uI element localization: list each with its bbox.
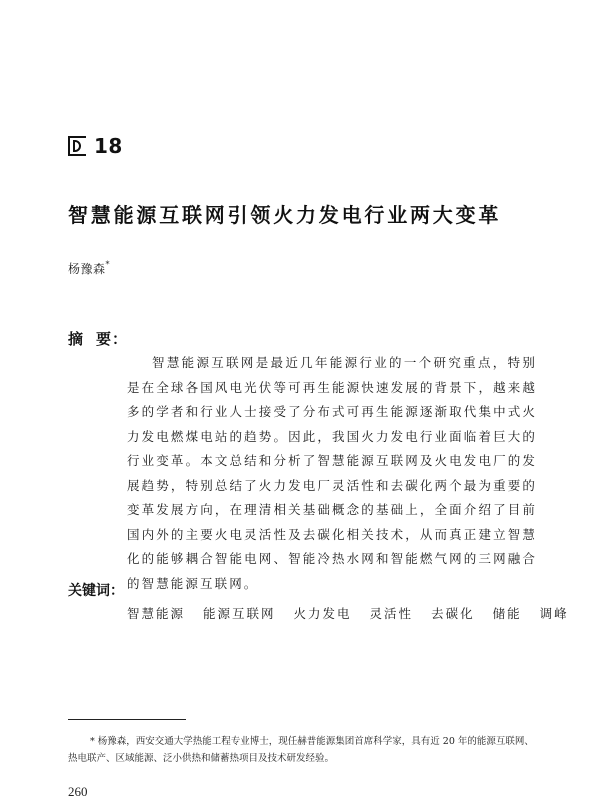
author-footnote: * 杨豫森，西安交通大学热能工程专业博士，现任赫普能源集团首席科学家，具有近 20 年的能源互联网、热电联产、区域能源、泛小供热和储蓄热项目及技术研发经验。 — [68, 736, 534, 764]
page-number: 260 — [68, 784, 88, 799]
keyword-item: 智慧能源 — [127, 606, 186, 621]
keyword-item: 能源互联网 — [203, 606, 276, 621]
abstract-body: 智慧能源互联网是最近几年能源行业的一个研究重点，特别是在全球各国风电光伏等可再生能源快速发展的背景下，越来越多的学者和行业人士接受了分布式可再生能源逐渐取代集中式火力发电燃煤电站的趋势。因此，我国火力发电行业面临着巨大的行业变革。本文总结和分析了智慧能源互联网及火电发电厂的发展趋势，特别总结了火力发电厂灵活性和去碳化两个最为重要的变革发展方向，在理清相关基础概念的基础上，全面介绍了目前国内外的主要火电灵活性及去碳化相关技术，从而真正建立智慧化的能够耦合智能电网、智能冷热水网和智能燃气网的三网融合的智慧能源互联网。 — [127, 355, 537, 591]
keyword-item: 去碳化 — [431, 606, 475, 621]
author-footnote-mark: * — [105, 260, 111, 269]
keyword-item: 火力发电 — [293, 606, 352, 621]
footnote-divider — [68, 719, 186, 720]
keyword-item: 灵活性 — [369, 606, 414, 621]
keywords-list — [127, 604, 587, 622]
author-line — [68, 260, 110, 277]
author-name: 杨豫森 — [68, 262, 106, 276]
keyword-item: 储能 — [492, 606, 522, 621]
abstract-label-part1: 摘 — [68, 330, 85, 348]
abstract-label — [68, 328, 128, 349]
article-title: 智慧能源互联网引领火力发电行业两大变革 — [68, 203, 502, 227]
book-b-icon — [68, 136, 86, 156]
abstract-label-part2: 要： — [96, 330, 129, 348]
keyword-item: 调峰 — [539, 606, 569, 621]
chapter-heading — [68, 134, 123, 158]
chapter-number: 18 — [94, 134, 123, 158]
keywords-label: 关键词： — [68, 583, 124, 599]
